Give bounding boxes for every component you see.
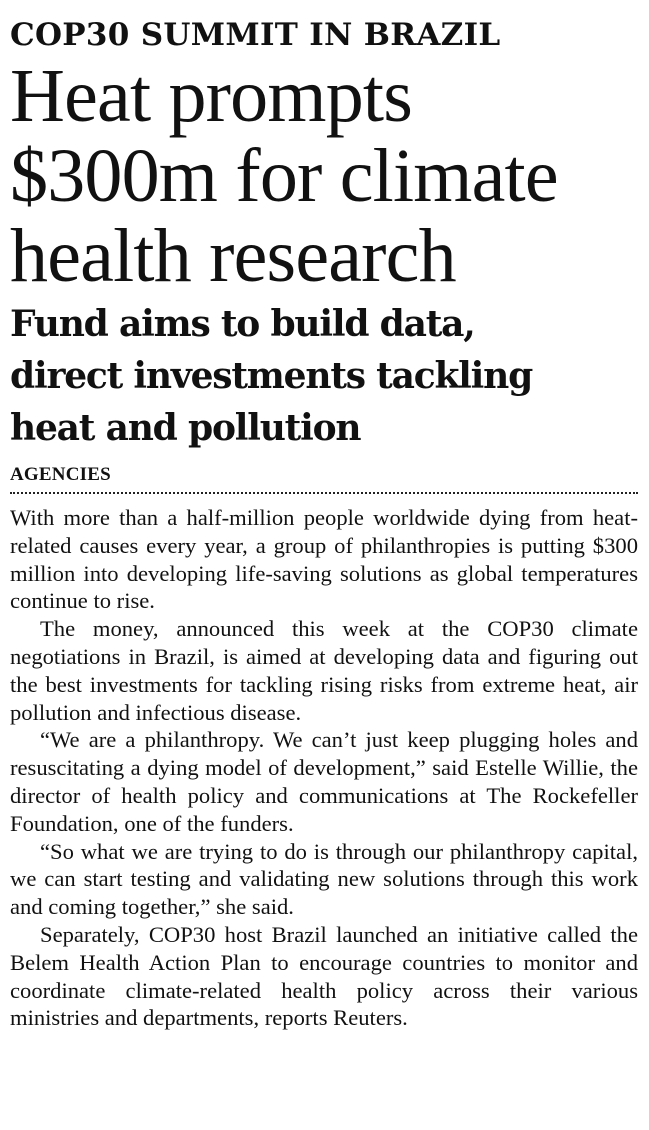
subhead-line: heat and pollution xyxy=(10,407,361,449)
byline: AGENCIES xyxy=(10,464,111,485)
subhead-line: direct investments tackling xyxy=(10,355,533,397)
headline xyxy=(10,56,638,296)
headline-line: Heat prompts xyxy=(10,54,412,138)
news-article xyxy=(10,14,638,1032)
headline-line: $300m for climate xyxy=(10,134,558,218)
body-paragraph: “We are a philanthropy. We can’t just keep plugging holes and resuscitating a dying model of development,” said Estelle Willie, the director of health policy and communications at The Rockefeller Foundation, one of the funders. xyxy=(10,727,638,836)
subhead-line: Fund aims to build data, xyxy=(10,303,475,345)
article-body xyxy=(10,504,638,1032)
body-paragraph: “So what we are trying to do is through our philanthropy capital, we can start testing and validating new solutions through this work and coming together,” she said. xyxy=(10,838,638,920)
dotted-divider xyxy=(10,492,638,494)
headline-line: health research xyxy=(10,214,456,298)
body-paragraph: The money, announced this week at the COP30 climate negotiations in Brazil, is aimed at developing data and figuring out the best investments for tackling rising risks from extreme heat, air pollution and infectious disease. xyxy=(10,616,638,725)
body-paragraph: With more than a half-million people worldwide dying from heat-related causes every year, a group of philanthropies is putting $300 million into developing life-saving solutions as global temperatures continue to rise. xyxy=(10,505,638,614)
body-paragraph: Separately, COP30 host Brazil launched an initiative called the Belem Health Action Plan to encourage countries to monitor and coordinate climate-related health policy across their various ministries and departments, reports Reuters. xyxy=(10,921,638,1031)
section-kicker: COP30 SUMMIT IN BRAZIL xyxy=(10,17,501,53)
subheadline xyxy=(10,298,638,454)
